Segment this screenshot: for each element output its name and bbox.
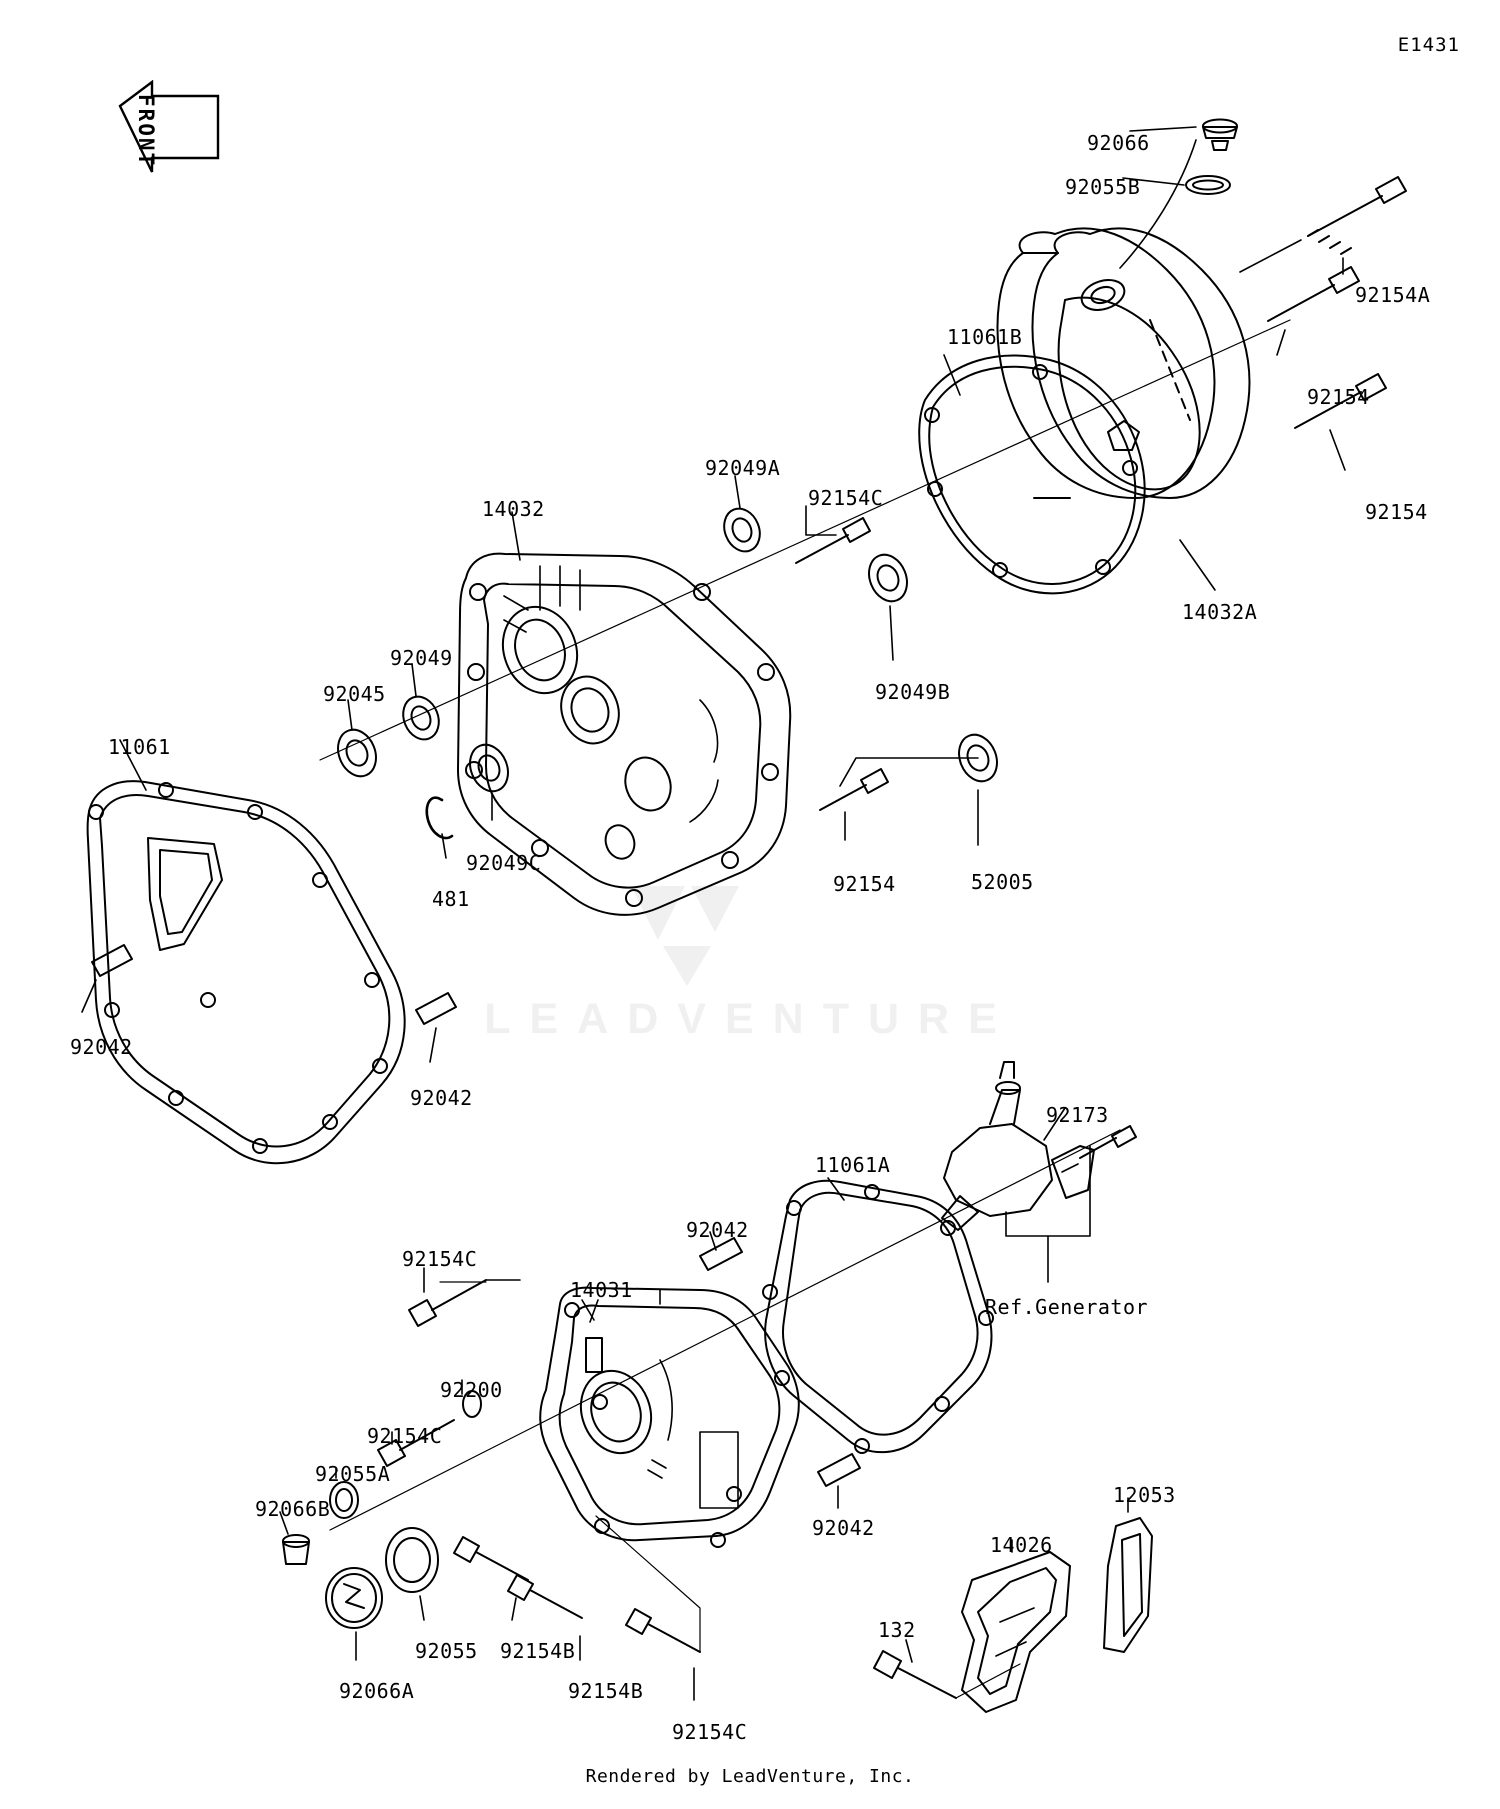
front-direction-arrow [118, 80, 228, 175]
part-label-11061a[interactable]: 11061A [815, 1153, 891, 1177]
part-label-92154[interactable]: 92154 [833, 872, 896, 896]
part-label-92066a[interactable]: 92066A [339, 1679, 415, 1703]
part-label-92200[interactable]: 92200 [440, 1378, 503, 1402]
footer-credit: Rendered by LeadVenture, Inc. [585, 1766, 915, 1787]
part-label-92154a[interactable]: 92154A [1355, 283, 1431, 307]
part-label-92066b[interactable]: 92066B [255, 1497, 331, 1521]
part-label-481[interactable]: 481 [432, 887, 470, 911]
part-label-92045[interactable]: 92045 [323, 682, 386, 706]
front-label: FRONT [134, 94, 158, 168]
part-label-92066[interactable]: 92066 [1087, 131, 1150, 155]
part-label-14032a[interactable]: 14032A [1182, 600, 1258, 624]
part-label-92154c[interactable]: 92154C [367, 1424, 443, 1448]
part-label-92154c[interactable]: 92154C [808, 486, 884, 510]
part-label-12053[interactable]: 12053 [1113, 1483, 1176, 1507]
watermark-text: LEADVENTURE [484, 995, 1016, 1043]
watermark-logo [625, 880, 745, 990]
part-label-14031[interactable]: 14031 [570, 1278, 633, 1302]
part-label-92154b[interactable]: 92154B [568, 1679, 644, 1703]
part-label-14026[interactable]: 14026 [990, 1533, 1053, 1557]
part-label-92042[interactable]: 92042 [410, 1086, 473, 1110]
part-label-92049b[interactable]: 92049B [875, 680, 951, 704]
part-label-92042[interactable]: 92042 [686, 1218, 749, 1242]
part-label-52005[interactable]: 52005 [971, 870, 1034, 894]
part-label-92173[interactable]: 92173 [1046, 1103, 1109, 1127]
part-label-132[interactable]: 132 [878, 1618, 916, 1642]
part-label-92049a[interactable]: 92049A [705, 456, 781, 480]
part-label-92049c[interactable]: 92049C [466, 851, 542, 875]
part-label-92055[interactable]: 92055 [415, 1639, 478, 1663]
part-label-92055a[interactable]: 92055A [315, 1462, 391, 1486]
part-label-92055b[interactable]: 92055B [1065, 175, 1141, 199]
part-label-92042[interactable]: 92042 [812, 1516, 875, 1540]
part-label-92154c[interactable]: 92154C [402, 1247, 478, 1271]
part-label-92154c[interactable]: 92154C [672, 1720, 748, 1744]
part-label-92154[interactable]: 92154 [1307, 385, 1370, 409]
part-label-92042[interactable]: 92042 [70, 1035, 133, 1059]
reference-generator-note[interactable]: Ref.Generator [985, 1295, 1149, 1319]
part-label-92154b[interactable]: 92154B [500, 1639, 576, 1663]
part-label-14032[interactable]: 14032 [482, 497, 545, 521]
part-label-11061b[interactable]: 11061B [947, 325, 1023, 349]
part-label-11061[interactable]: 11061 [108, 735, 171, 759]
part-label-92154[interactable]: 92154 [1365, 500, 1428, 524]
part-label-92049[interactable]: 92049 [390, 646, 453, 670]
diagram-code: E1431 [1397, 34, 1460, 56]
